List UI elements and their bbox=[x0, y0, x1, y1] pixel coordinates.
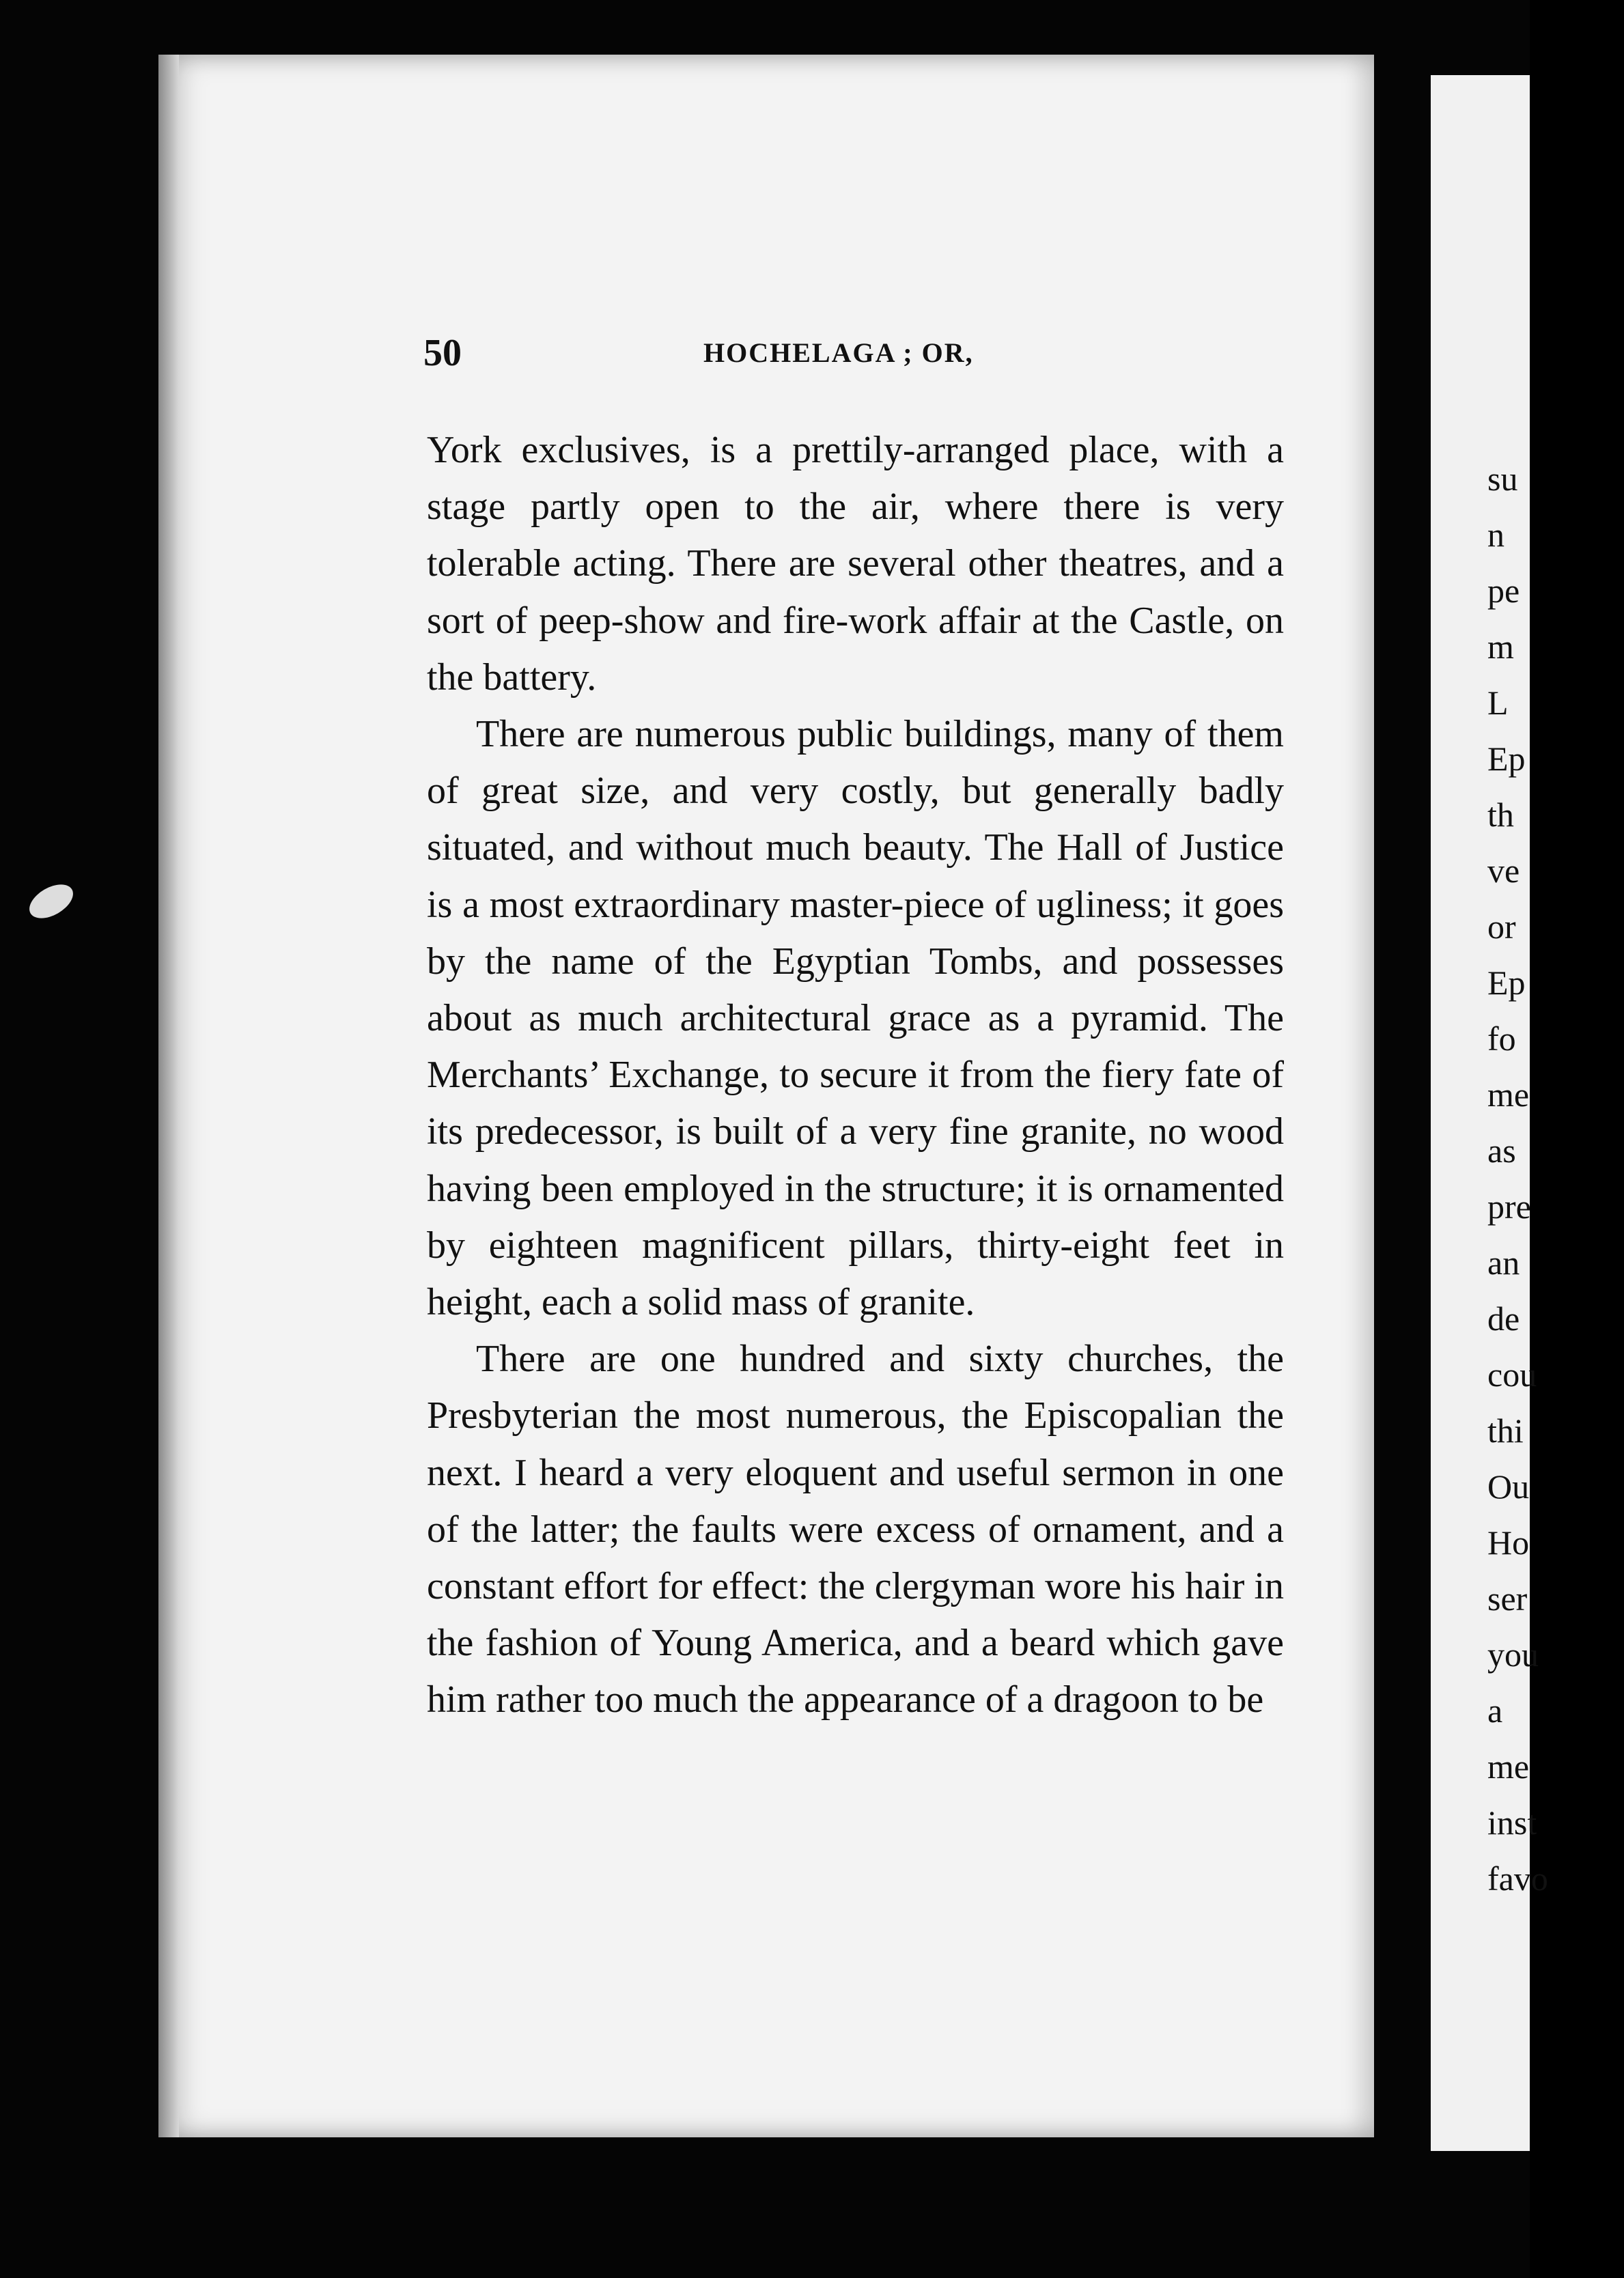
fragment: fo bbox=[1487, 1020, 1516, 1058]
fragment: thi bbox=[1487, 1411, 1524, 1450]
fragment: th bbox=[1487, 796, 1514, 834]
page-header bbox=[423, 331, 1284, 386]
body-text bbox=[427, 422, 1284, 1729]
adjacent-page-text bbox=[1487, 451, 1624, 1907]
fragment: pre bbox=[1487, 1187, 1531, 1226]
fragment: inst bbox=[1487, 1803, 1537, 1842]
fragment: Ep bbox=[1487, 740, 1526, 778]
fragment: or bbox=[1487, 908, 1516, 946]
fragment: su bbox=[1487, 460, 1518, 498]
paragraph-1: York exclusives, is a prettily-arranged place, with a stage partly open to the air, where there is very tolerable acting. There are several other theatres, and a sort of peep-show and fire-work affair at the Castle, on the battery. bbox=[427, 429, 1284, 699]
fragment: me bbox=[1487, 1075, 1530, 1114]
fragment: favo bbox=[1487, 1859, 1548, 1898]
fragment: an bbox=[1487, 1243, 1520, 1282]
fragment: pe bbox=[1487, 572, 1520, 610]
fragment: as bbox=[1487, 1131, 1516, 1170]
fragment: ser bbox=[1487, 1579, 1528, 1618]
fragment: L bbox=[1487, 684, 1509, 722]
running-head: HOCHELAGA ; OR, bbox=[703, 337, 974, 368]
fragment: Ho bbox=[1487, 1523, 1530, 1562]
page-number: 50 bbox=[423, 332, 462, 374]
fragment: cou bbox=[1487, 1355, 1537, 1394]
page-gutter bbox=[158, 55, 179, 2137]
fragment: you bbox=[1487, 1635, 1539, 1674]
fragment: a bbox=[1487, 1691, 1503, 1730]
fragment: m bbox=[1487, 628, 1514, 666]
fragment: ve bbox=[1487, 852, 1520, 890]
fragment: de bbox=[1487, 1299, 1520, 1338]
fragment: n bbox=[1487, 516, 1504, 554]
paragraph-3: There are one hundred and sixty churches, the Presbyterian the most numerous, the Episcopalian the next. I heard a very eloquent and useful sermon in one of the latter; the faults were excess of ornament, and a constant effort for effect: the clergyman wore his hair in the fashion of Young America, and a beard which gave him rather too much the appearance of a dragoon to be bbox=[427, 1338, 1284, 1721]
paragraph-2: There are numerous public buildings, many of them of great size, and very costly, but generally badly situated, and without much beauty. The Hall of Justice is a most extraordinary master-piece of ugliness; it goes by the name of the Egyptian Tombs, and possesses about as much architectural grace as a pyramid. The Merchants’ Exchange, to secure it from the fiery fate of its predecessor, is built of a very fine granite, no wood having been employed in the structure; it is ornamented by eighteen magnificent pillars, thirty-eight feet in height, each a solid mass of granite. bbox=[427, 713, 1284, 1324]
fragment: Ep bbox=[1487, 964, 1526, 1002]
fragment: Ou bbox=[1487, 1467, 1530, 1506]
fragment: me bbox=[1487, 1747, 1530, 1786]
